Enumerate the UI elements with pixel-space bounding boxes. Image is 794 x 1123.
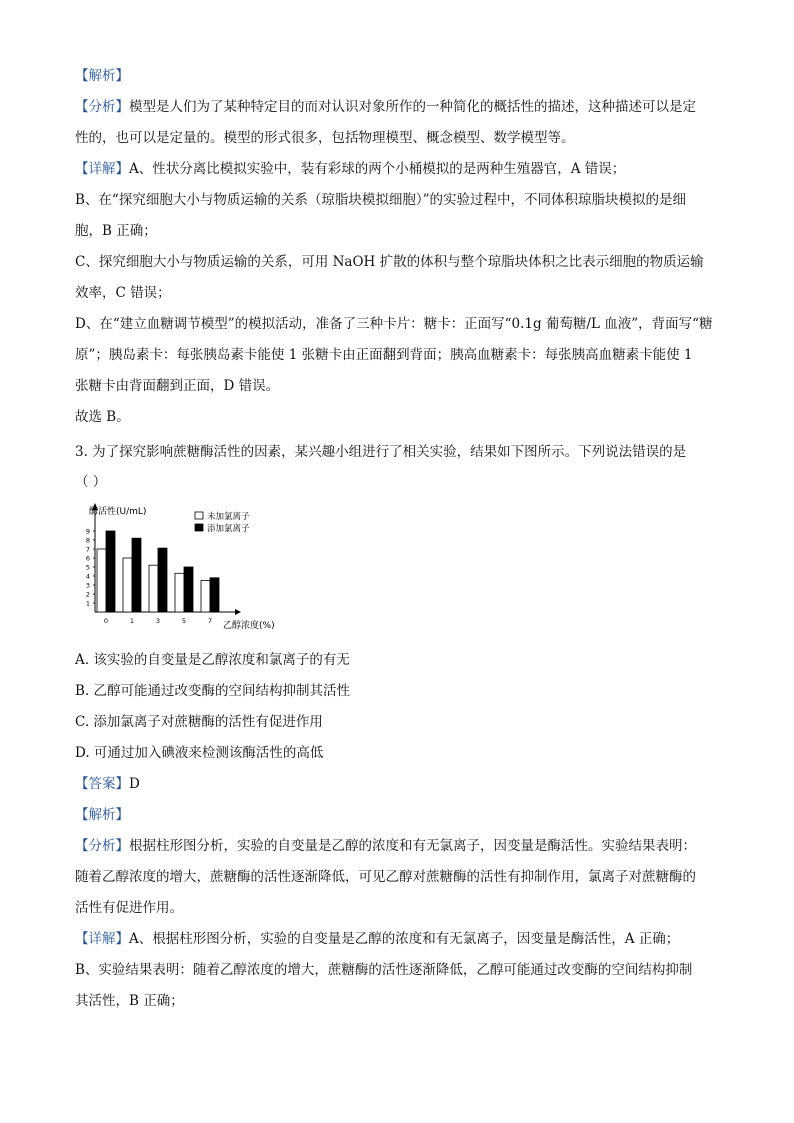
- legend-swatch: [195, 524, 203, 531]
- y-tick-label: 6: [85, 554, 90, 563]
- question-stem: [75, 442, 686, 462]
- section-label: 【解析】: [75, 68, 129, 84]
- x-tick-label: 3: [155, 617, 161, 625]
- text-line: [75, 190, 686, 210]
- x-axis-label: 乙醇浓度(%): [223, 621, 275, 631]
- question-stem: [75, 472, 106, 492]
- y-tick-label: 5: [85, 563, 90, 572]
- text-run: 原”；胰岛素卡：每张胰岛素卡能使 1 张糖卡由正面翻到背面；胰高血糖素卡：每张胰高血糖素卡能使 1: [75, 347, 693, 363]
- bar-no-chloride: [201, 581, 210, 613]
- section-label: 【解析】: [75, 807, 129, 823]
- bar-no-chloride: [175, 573, 184, 612]
- y-tick-label: 7: [85, 545, 90, 554]
- text-run: 根据柱形图分析，实验的自变量是乙醇的浓度和有无氯离子，因变量是酶活性。实验结果表明：: [129, 838, 696, 854]
- text-run: A、性状分离比模拟实验中，装有彩球的两个小桶模拟的是两种生殖器官，A 错误；: [129, 161, 626, 177]
- y-tick-label: 8: [85, 536, 90, 545]
- text-line: [75, 929, 679, 949]
- text-run: B、在“探究细胞大小与物质运输的关系（琼脂块模拟细胞）”的实验过程中，不同体积琼脂块模拟的是细: [75, 192, 686, 208]
- text-run: 张糖卡由背面翻到正面，D 错误。: [75, 378, 280, 394]
- answer-line: [75, 774, 140, 794]
- text-line: [75, 128, 575, 148]
- text-line: [75, 252, 704, 272]
- x-tick-label: 0: [103, 617, 109, 625]
- legend-swatch: [195, 512, 203, 519]
- text-line: [75, 314, 713, 334]
- section-label: 【详解】: [75, 161, 129, 177]
- enzyme-activity-chart: [75, 500, 290, 635]
- section-label: 【答案】: [75, 776, 129, 792]
- y-tick-label: 9: [85, 527, 90, 536]
- text-run: A、根据柱形图分析，实验的自变量是乙醇的浓度和有无氯离子，因变量是酶活性，A 正确；: [129, 931, 680, 947]
- text-line: [75, 376, 279, 396]
- text-run: C、探究细胞大小与物质运输的关系，可用 NaOH 扩散的体积与整个琼脂块体积之比表示细胞的物质运输: [75, 254, 704, 270]
- legend-label: 未加氯离子: [207, 512, 250, 522]
- x-tick-label: 5: [181, 617, 187, 625]
- text-run: 胞，B 正确；: [75, 223, 157, 239]
- text-line: [75, 159, 625, 179]
- text-run: 模型是人们为了某种特定目的而对认识对象所作的一种简化的概括性的描述，这种描述可以是定: [129, 99, 696, 115]
- bar-no-chloride: [123, 558, 132, 612]
- text-run: 性的，也可以是定量的。模型的形式很多，包括物理模型、概念模型、数学模型等。: [75, 130, 575, 146]
- text-run: 活性有促进作用。: [75, 900, 183, 916]
- y-axis-label: 酶活性(U/mL): [89, 507, 147, 517]
- answer-option: A. 该实验的自变量是乙醇浓度和氯离子的有无: [75, 652, 350, 668]
- answer-option: C. 添加氯离子对蔗糖酶的活性有促进作用: [75, 714, 323, 730]
- section-label: 【分析】: [75, 838, 129, 854]
- y-tick-label: 4: [85, 572, 90, 581]
- bar-no-chloride: [97, 549, 106, 612]
- text-line: [75, 991, 184, 1011]
- answer-option: B. 乙醇可能通过改变酶的空间结构抑制其活性: [75, 683, 351, 699]
- text-line: [75, 407, 130, 427]
- bar-no-chloride: [149, 565, 158, 612]
- y-tick-label: 2: [85, 590, 90, 599]
- legend-label: 添加氯离子: [207, 524, 250, 534]
- text-line: [75, 960, 692, 980]
- text-run: D: [129, 776, 140, 792]
- text-line: [75, 283, 171, 303]
- text-run: 故选 B。: [75, 409, 130, 425]
- text-line: [75, 97, 696, 117]
- text-line: [75, 221, 157, 241]
- text-run: 其活性，B 正确；: [75, 993, 184, 1009]
- y-tick-label: 3: [85, 581, 90, 590]
- text-line: [75, 345, 692, 365]
- text-line: [75, 867, 696, 887]
- x-tick-label: 1: [129, 617, 135, 625]
- y-tick-label: 1: [85, 599, 90, 608]
- section-label: 【详解】: [75, 931, 129, 947]
- bar-with-chloride: [184, 567, 193, 612]
- text-run: B、实验结果表明：随着乙醇浓度的增大，蔗糖酶的活性逐渐降低，乙醇可能通过改变酶的空间结构抑制: [75, 962, 693, 978]
- text-run: 效率，C 错误；: [75, 285, 171, 301]
- section-label: 【分析】: [75, 99, 129, 115]
- text-run: （ ）: [75, 474, 107, 490]
- section-heading: [75, 66, 129, 86]
- bar-with-chloride: [106, 531, 115, 612]
- bar-with-chloride: [158, 548, 167, 612]
- section-heading: [75, 805, 129, 825]
- text-line: [75, 898, 183, 918]
- text-line: [75, 836, 696, 856]
- text-run: D、在“建立血糖调节模型”的模拟活动，准备了三种卡片：糖卡：正面写“0.1g 葡萄糖/L 血液”，背面写“糖: [75, 316, 713, 332]
- bar-with-chloride: [210, 578, 219, 612]
- x-tick-label: 7: [207, 617, 213, 625]
- bar-with-chloride: [132, 538, 141, 612]
- text-run: 3. 为了探究影响蔗糖酶活性的因素，某兴趣小组进行了相关实验，结果如下图所示。下列说法错误的是: [75, 444, 687, 460]
- text-run: 随着乙醇浓度的增大，蔗糖酶的活性逐渐降低，可见乙醇对蔗糖酶的活性有抑制作用，氯离子对蔗糖酶的: [75, 869, 696, 885]
- answer-option: D. 可通过加入碘液来检测该酶活性的高低: [75, 745, 324, 761]
- x-axis-arrow: [235, 609, 241, 615]
